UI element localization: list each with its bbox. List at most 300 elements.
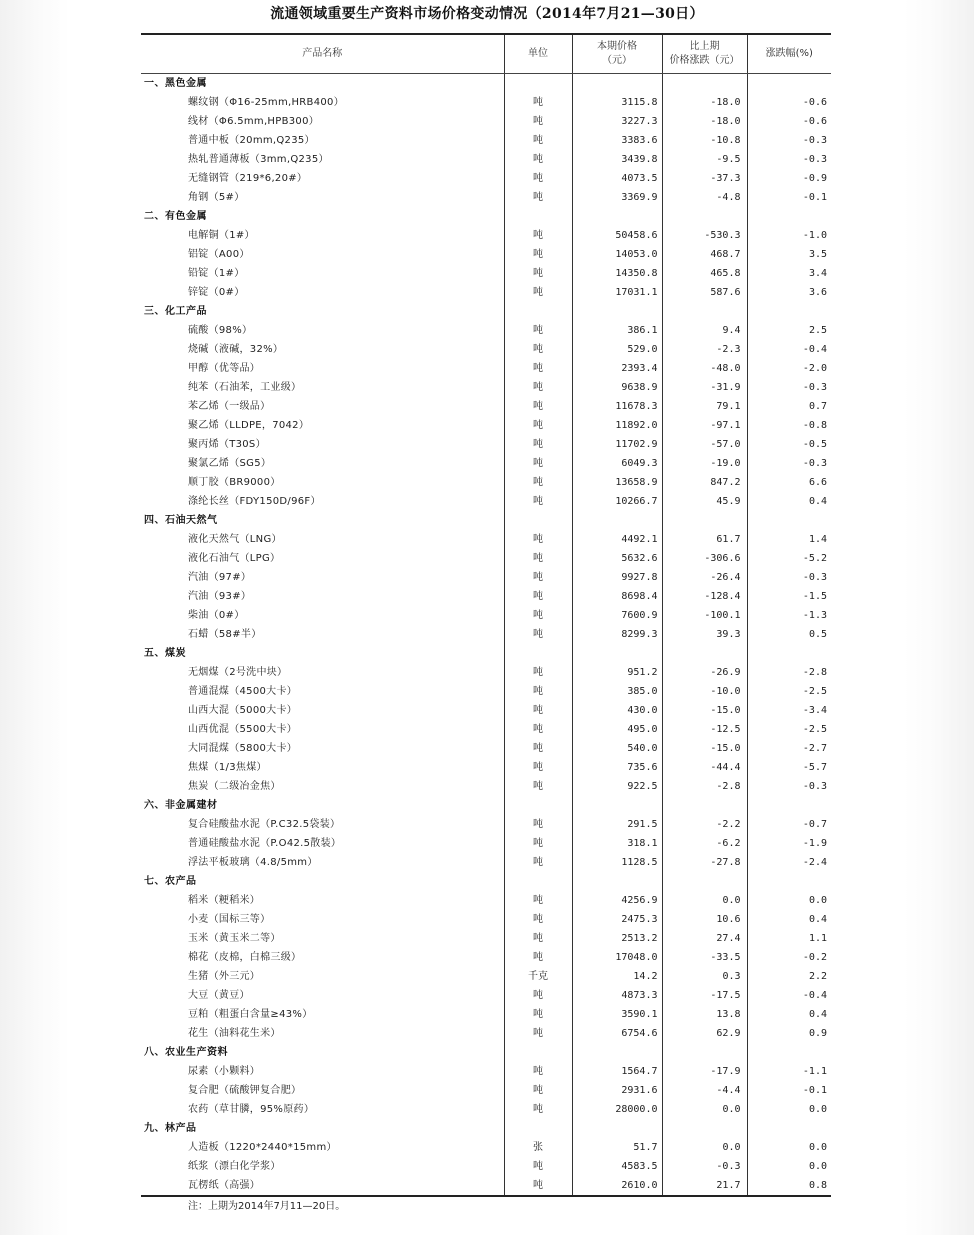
section-title: 七、农产品 [144,875,197,887]
unit-cell: 吨 [504,245,572,264]
table-row [141,530,831,549]
change-cell: -0.3 [662,1157,747,1176]
table-row [141,891,831,910]
pct-cell: -0.3 [747,777,831,796]
section-pct-cell [747,872,831,891]
unit-cell: 吨 [504,131,572,150]
pct-cell: -0.2 [747,948,831,967]
price-cell: 13658.9 [572,473,662,492]
change-cell: -306.6 [662,549,747,568]
price-cell: 1128.5 [572,853,662,872]
product-name: 农药（草甘膦，95%原药） [188,1103,315,1115]
price-cell: 2931.6 [572,1081,662,1100]
unit-cell: 吨 [504,264,572,283]
header-price-line1: 本期价格 [597,40,637,52]
section-row [141,511,831,530]
header-unit: 单位 [504,34,572,73]
pct-cell: 0.7 [747,397,831,416]
table-row [141,131,831,150]
section-row [141,1043,831,1062]
unit-cell: 吨 [504,1176,572,1196]
unit-cell: 吨 [504,777,572,796]
table-row [141,112,831,131]
price-cell: 5632.6 [572,549,662,568]
change-cell: -26.4 [662,568,747,587]
section-change-cell [662,302,747,321]
price-cell: 2610.0 [572,1176,662,1196]
unit-cell: 吨 [504,416,572,435]
unit-cell: 吨 [504,93,572,112]
price-table-container [141,33,831,1197]
product-name: 铅锭（1#） [188,267,245,279]
table-row [141,986,831,1005]
product-name: 烧碱（液碱，32%） [188,343,284,355]
unit-cell: 吨 [504,1062,572,1081]
pct-cell: 2.5 [747,321,831,340]
change-cell: -17.5 [662,986,747,1005]
product-name: 无缝钢管（219*6,20#） [188,172,308,184]
table-row [141,1157,831,1176]
unit-cell: 吨 [504,568,572,587]
section-price-cell [572,796,662,815]
unit-cell: 吨 [504,815,572,834]
product-name: 稻米（粳稻米） [188,894,261,906]
change-cell: -57.0 [662,435,747,454]
section-row [141,644,831,663]
product-name: 柴油（0#） [188,609,245,621]
pct-cell: -2.8 [747,663,831,682]
section-change-cell [662,511,747,530]
change-cell: 13.8 [662,1005,747,1024]
pct-cell: -5.7 [747,758,831,777]
section-unit-cell [504,207,572,226]
section-title: 二、有色金属 [144,210,207,222]
product-name: 热轧普通薄板（3mm,Q235） [188,153,329,165]
price-cell: 6049.3 [572,454,662,473]
change-cell: -15.0 [662,701,747,720]
price-cell: 17031.1 [572,283,662,302]
change-cell: -33.5 [662,948,747,967]
table-row [141,606,831,625]
product-name: 硫酸（98%） [188,324,253,336]
pct-cell: 3.6 [747,283,831,302]
unit-cell: 吨 [504,492,572,511]
table-row [141,188,831,207]
table-row [141,473,831,492]
unit-cell: 吨 [504,587,572,606]
section-price-cell [572,207,662,226]
table-row [141,625,831,644]
price-cell: 386.1 [572,321,662,340]
product-name: 纯苯（石油苯，工业级） [188,381,302,393]
price-cell: 9638.9 [572,378,662,397]
price-cell: 2393.4 [572,359,662,378]
table-row [141,568,831,587]
product-name: 苯乙烯（一级品） [188,400,271,412]
change-cell: 9.4 [662,321,747,340]
unit-cell: 吨 [504,606,572,625]
change-cell: 468.7 [662,245,747,264]
table-row [141,150,831,169]
table-row [141,321,831,340]
product-name: 普通混煤（4500大卡） [188,685,298,697]
change-cell: -97.1 [662,416,747,435]
section-row [141,73,831,93]
table-row [141,739,831,758]
change-cell: 0.0 [662,1100,747,1119]
table-row [141,397,831,416]
change-cell: -17.9 [662,1062,747,1081]
table-row [141,226,831,245]
unit-cell: 吨 [504,986,572,1005]
section-change-cell [662,796,747,815]
table-row [141,1138,831,1157]
table-row [141,283,831,302]
table-row [141,929,831,948]
change-cell: -10.8 [662,131,747,150]
unit-cell: 吨 [504,150,572,169]
unit-cell: 吨 [504,226,572,245]
table-row [141,720,831,739]
section-change-cell [662,73,747,93]
price-cell: 3227.3 [572,112,662,131]
unit-cell: 吨 [504,663,572,682]
unit-cell: 吨 [504,1005,572,1024]
section-title: 九、林产品 [144,1122,197,1134]
pct-cell: -0.3 [747,150,831,169]
change-cell: 587.6 [662,283,747,302]
price-cell: 9927.8 [572,568,662,587]
change-cell: -19.0 [662,454,747,473]
table-row [141,701,831,720]
pct-cell: -1.9 [747,834,831,853]
price-cell: 735.6 [572,758,662,777]
change-cell: 39.3 [662,625,747,644]
section-pct-cell [747,302,831,321]
change-cell: -12.5 [662,720,747,739]
product-name: 甲醇（优等品） [188,362,261,374]
section-change-cell [662,1119,747,1138]
price-cell: 385.0 [572,682,662,701]
page-title: 流通领域重要生产资料市场价格变动情况（2014年7月21—30日） [270,6,704,22]
table-row [141,169,831,188]
change-cell: -2.8 [662,777,747,796]
table-row [141,587,831,606]
unit-cell: 吨 [504,1081,572,1100]
pct-cell: -0.1 [747,1081,831,1100]
product-name: 液化石油气（LPG） [188,552,281,564]
change-cell: -9.5 [662,150,747,169]
pct-cell: -0.4 [747,986,831,1005]
header-pct: 涨跌幅(%) [747,34,831,73]
pct-cell: 3.4 [747,264,831,283]
unit-cell: 吨 [504,1100,572,1119]
table-row [141,359,831,378]
price-cell: 2513.2 [572,929,662,948]
pct-cell: -0.7 [747,815,831,834]
section-unit-cell [504,1119,572,1138]
table-row [141,663,831,682]
price-cell: 2475.3 [572,910,662,929]
section-price-cell [572,302,662,321]
footnote: 注：上期为2014年7月11—20日。 [188,1201,346,1212]
unit-cell: 吨 [504,853,572,872]
change-cell: -15.0 [662,739,747,758]
table-row [141,758,831,777]
product-name: 焦煤（1/3焦煤） [188,761,267,773]
unit-cell: 张 [504,1138,572,1157]
change-cell: -26.9 [662,663,747,682]
section-pct-cell [747,511,831,530]
product-name: 聚乙烯（LLDPE，7042） [188,419,310,431]
pct-cell: -3.4 [747,701,831,720]
product-name: 锌锭（0#） [188,286,245,298]
price-cell: 7600.9 [572,606,662,625]
section-pct-cell [747,73,831,93]
table-row [141,435,831,454]
price-cell: 11678.3 [572,397,662,416]
unit-cell: 吨 [504,701,572,720]
pct-cell: 6.6 [747,473,831,492]
unit-cell: 吨 [504,834,572,853]
product-name: 山西优混（5500大卡） [188,723,298,735]
unit-cell: 吨 [504,359,572,378]
product-name: 涤纶长丝（FDY150D/96F） [188,495,321,507]
header-price-line2: （元） [602,54,632,66]
unit-cell: 吨 [504,283,572,302]
table-row [141,340,831,359]
price-cell: 28000.0 [572,1100,662,1119]
price-cell: 4492.1 [572,530,662,549]
pct-cell: -0.5 [747,435,831,454]
table-row [141,245,831,264]
pct-cell: 0.5 [747,625,831,644]
section-title: 八、农业生产资料 [144,1046,228,1058]
pct-cell: -0.6 [747,93,831,112]
change-cell: -44.4 [662,758,747,777]
change-cell: -2.3 [662,340,747,359]
table-row [141,454,831,473]
section-price-cell [572,511,662,530]
price-cell: 3369.9 [572,188,662,207]
change-cell: -4.4 [662,1081,747,1100]
change-cell: 0.0 [662,891,747,910]
price-cell: 495.0 [572,720,662,739]
section-pct-cell [747,1043,831,1062]
unit-cell: 吨 [504,682,572,701]
pct-cell: -1.1 [747,1062,831,1081]
section-price-cell [572,1119,662,1138]
pct-cell: 0.0 [747,1100,831,1119]
change-cell: -18.0 [662,93,747,112]
section-title: 五、煤炭 [144,647,186,659]
section-row [141,302,831,321]
pct-cell: 0.8 [747,1176,831,1196]
price-cell: 3383.6 [572,131,662,150]
table-row [141,1024,831,1043]
section-change-cell [662,644,747,663]
price-cell: 10266.7 [572,492,662,511]
product-name: 螺纹钢（Φ16-25mm,HRB400） [188,96,345,108]
section-price-cell [572,872,662,891]
pct-cell: -1.5 [747,587,831,606]
pct-cell: 0.0 [747,1138,831,1157]
section-change-cell [662,207,747,226]
pct-cell: -2.4 [747,853,831,872]
unit-cell: 吨 [504,473,572,492]
product-name: 铝锭（A00） [188,248,250,260]
table-row [141,1100,831,1119]
section-title: 六、非金属建材 [144,799,218,811]
table-row [141,948,831,967]
product-name: 电解铜（1#） [188,229,255,241]
section-unit-cell [504,644,572,663]
change-cell: 847.2 [662,473,747,492]
price-cell: 922.5 [572,777,662,796]
price-cell: 1564.7 [572,1062,662,1081]
table-row [141,853,831,872]
product-name: 豆粕（粗蛋白含量≥43%） [188,1008,313,1020]
section-row [141,1119,831,1138]
change-cell: 61.7 [662,530,747,549]
price-cell: 291.5 [572,815,662,834]
price-cell: 14350.8 [572,264,662,283]
section-unit-cell [504,511,572,530]
change-cell: 465.8 [662,264,747,283]
pct-cell: 0.0 [747,891,831,910]
unit-cell: 吨 [504,340,572,359]
price-cell: 8299.3 [572,625,662,644]
change-cell: 79.1 [662,397,747,416]
table-row [141,777,831,796]
product-name: 角钢（5#） [188,191,245,203]
table-row [141,967,831,986]
section-row [141,796,831,815]
product-name: 小麦（国标三等） [188,913,271,925]
unit-cell: 吨 [504,948,572,967]
section-title: 四、石油天然气 [144,514,218,526]
product-name: 汽油（97#） [188,571,252,583]
header-change-line2: 价格涨跌（元） [669,54,740,66]
section-pct-cell [747,207,831,226]
table-row [141,264,831,283]
pct-cell: 2.2 [747,967,831,986]
product-name: 无烟煤（2号洗中块） [188,666,288,678]
product-name: 石蜡（58#半） [188,628,262,640]
pct-cell: 0.0 [747,1157,831,1176]
pct-cell: 1.4 [747,530,831,549]
change-cell: 10.6 [662,910,747,929]
pct-cell: -0.3 [747,378,831,397]
price-cell: 50458.6 [572,226,662,245]
unit-cell: 吨 [504,530,572,549]
pct-cell: -0.4 [747,340,831,359]
price-cell: 318.1 [572,834,662,853]
product-name: 玉米（黄玉米二等） [188,932,281,944]
table-row [141,1005,831,1024]
pct-cell: -2.7 [747,739,831,758]
product-name: 复合硅酸盐水泥（P.C32.5袋装） [188,818,341,830]
product-name: 生猪（外三元） [188,970,261,982]
table-row [141,1176,831,1196]
price-cell: 8698.4 [572,587,662,606]
change-cell: 21.7 [662,1176,747,1196]
section-row [141,872,831,891]
unit-cell: 吨 [504,169,572,188]
header-change-line1: 比上期 [689,40,720,52]
change-cell: 45.9 [662,492,747,511]
header-change [662,34,747,73]
product-name: 浮法平板玻璃（4.8/5mm） [188,856,318,868]
change-cell: 0.0 [662,1138,747,1157]
section-title: 一、黑色金属 [144,77,207,89]
pct-cell: -2.5 [747,682,831,701]
change-cell: -10.0 [662,682,747,701]
pct-cell: -0.3 [747,131,831,150]
pct-cell: -0.9 [747,169,831,188]
pct-cell: -0.6 [747,112,831,131]
product-name: 聚氯乙烯（SG5） [188,457,272,469]
unit-cell: 吨 [504,929,572,948]
pct-cell: -5.2 [747,549,831,568]
price-cell: 4873.3 [572,986,662,1005]
product-name: 山西大混（5000大卡） [188,704,298,716]
table-row [141,492,831,511]
unit-cell: 千克 [504,967,572,986]
product-name: 普通中板（20mm,Q235） [188,134,315,146]
section-price-cell [572,644,662,663]
change-cell: 62.9 [662,1024,747,1043]
product-name: 花生（油料花生米） [188,1027,281,1039]
change-cell: -128.4 [662,587,747,606]
price-cell: 17048.0 [572,948,662,967]
price-cell: 3115.8 [572,93,662,112]
change-cell: -18.0 [662,112,747,131]
pct-cell: -1.3 [747,606,831,625]
change-cell: -31.9 [662,378,747,397]
table-row [141,93,831,112]
change-cell: -37.3 [662,169,747,188]
pct-cell: -1.0 [747,226,831,245]
product-name: 瓦楞纸（高强） [141,1176,504,1196]
product-name: 纸浆（漂白化学浆） [188,1160,281,1172]
price-cell: 14.2 [572,967,662,986]
price-cell: 14053.0 [572,245,662,264]
change-cell: -530.3 [662,226,747,245]
section-pct-cell [747,1119,831,1138]
table-row [141,834,831,853]
section-pct-cell [747,796,831,815]
table-row [141,549,831,568]
section-change-cell [662,1043,747,1062]
table-row [141,910,831,929]
price-cell: 6754.6 [572,1024,662,1043]
section-unit-cell [504,1043,572,1062]
unit-cell: 吨 [504,112,572,131]
section-price-cell [572,73,662,93]
change-cell: -4.8 [662,188,747,207]
unit-cell: 吨 [504,758,572,777]
price-table [141,33,831,1197]
product-name: 顺丁胶（BR9000） [188,476,281,488]
change-cell: 27.4 [662,929,747,948]
unit-cell: 吨 [504,454,572,473]
pct-cell: -2.5 [747,720,831,739]
unit-cell: 吨 [504,720,572,739]
table-row [141,1081,831,1100]
price-cell: 4583.5 [572,1157,662,1176]
product-name: 人造板（1220*2440*15mm） [188,1141,337,1153]
